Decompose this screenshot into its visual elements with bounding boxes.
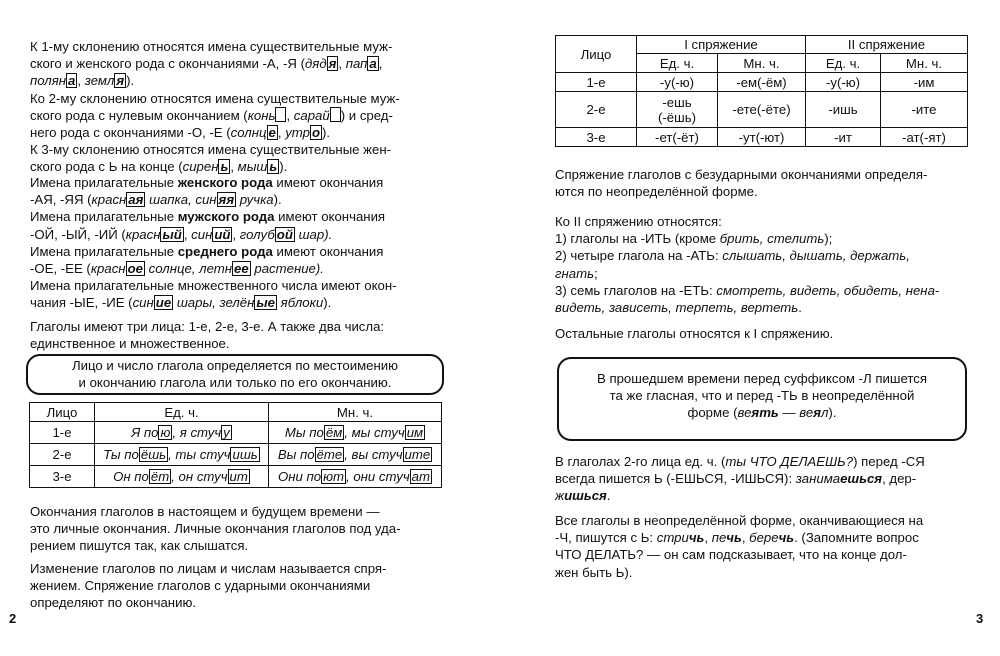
table-row: 2-е -ешь (-ёшь) -ете(-ёте) -ишь -ите (556, 92, 968, 128)
ending-box: ая (128, 192, 144, 208)
table-row: 1-е Я по ю , я стуч у Мы по ём , мы стуч им (30, 422, 442, 444)
ending-box: ее (234, 261, 249, 277)
ending-box: ой (276, 226, 293, 242)
text-line: Глаголы имеют три лица: 1-е, 2-е, 3-е. А также два числа: (30, 319, 385, 334)
text-line: жишься. (555, 488, 611, 504)
text-line: Окончания глаголов в настоящем и будущем времени — (30, 504, 380, 519)
table-header: Лицо (30, 403, 95, 422)
ending-box: ь (269, 159, 278, 175)
text-line: гнать; (555, 265, 598, 281)
text-line: Все глаголы в неопределённой форме, оканчивающиеся на (555, 513, 924, 528)
rule-line: В прошедшем времени перед суффиксом -Л пишется (597, 371, 927, 386)
table-header: Ед. ч. (637, 54, 718, 73)
ending-box: ит (229, 469, 248, 484)
ending-box: у (223, 425, 230, 440)
ending-box: ют (323, 469, 345, 484)
table-row: 3-е -ет(-ёт) -ут(-ют) -ит -ат(-ят) (556, 128, 968, 147)
table-header: Мн. ч. (718, 54, 806, 73)
empty-ending-box (275, 107, 286, 122)
conjugation-endings-table (555, 35, 968, 147)
table-header: Мн. ч. (269, 403, 442, 422)
table-header: Мн. ч. (881, 54, 968, 73)
rest-section (555, 325, 968, 342)
text-line: -АЯ, -ЯЯ (красн ая шапка, син яя ручка). (30, 192, 282, 208)
text-line: ского рода с нулевым окончанием (конь , сарай ) и сред- (30, 107, 393, 123)
table-header: II спряжение (806, 36, 968, 54)
text-line: определяют по окончанию. (30, 595, 197, 611)
text-line: всегда пишется Ь (-ЕШЬСЯ, -ИШЬСЯ): занимаешься, дер- (555, 471, 917, 487)
text-line: Ко II спряжению относятся: (555, 214, 722, 229)
text-line: него рода с окончаниями -О, -Е (солнц е , утр о ). (30, 125, 331, 141)
rule-line: та же гласная, что и перед -ТЬ в неопределённой (609, 388, 915, 403)
ending-box: ишь (232, 447, 258, 462)
text-line: ются по неопределённой форме. (555, 184, 758, 200)
text-line: ЧТО ДЕЛАТЬ? — он сам подсказывает, что на конце дол- (555, 547, 907, 563)
rule-line: и окончанию глагола или только по его окончанию. (78, 375, 392, 390)
table-header: Ед. ч. (806, 54, 881, 73)
text-line: -Ч, пишутся с Ь: стричь, печь, беречь. (Запомните вопрос (555, 530, 919, 546)
empty-ending-box (330, 107, 341, 122)
second-person-section (555, 453, 968, 505)
text-line: К 3-му склонению относятся имена существительные жен- (30, 142, 392, 158)
text-line: это личные окончания. Личные окончания глаголов под уда- (30, 521, 401, 537)
endings-section (30, 503, 442, 555)
text-line: рением пишутся так, как слышатся. (30, 538, 249, 554)
rule-box-past-tense (557, 357, 967, 441)
ending-box: я (328, 56, 337, 72)
text-line: Изменение глаголов по лицам и числам называется спря- (30, 561, 387, 576)
text-line: 1) глаголы на -ИТЬ (кроме брить, стелить); (555, 231, 833, 247)
text-line: видеть, зависеть, терпеть, вертеть. (555, 300, 802, 316)
ending-box: ат (411, 469, 430, 484)
ending-box: а (68, 73, 76, 89)
text-line: жен быть Ь). (555, 564, 633, 580)
table-header: I спряжение (637, 36, 806, 54)
ending-box: ёт (150, 469, 170, 484)
table-row: 1-е -у(-ю) -ем(-ём) -у(-ю) -им (556, 73, 968, 92)
ending-box: ёшь (140, 447, 167, 462)
text-line: Имена прилагательные мужского рода имеют окончания (30, 209, 386, 225)
text-line: ского и женского рода с окончаниями -А, -Я (дяд я , пап а , (30, 56, 383, 72)
infinitive-section (555, 512, 968, 581)
text-line: Ко 2-му склонению относятся имена существительные муж- (30, 90, 400, 106)
table-row: 3-е Он по ёт , он стуч ит Они по ют , они стуч ат (30, 466, 442, 488)
ending-box: е (268, 125, 276, 141)
ending-box: ый (162, 226, 182, 242)
ending-box: а (369, 56, 377, 72)
ending-box: ий (214, 226, 231, 242)
second-conjugation-section (555, 213, 968, 316)
ending-box: ое (127, 261, 143, 277)
text-line: жением. Спряжение глаголов с ударными окончаниями (30, 578, 371, 594)
text-line: К 1-му склонению относятся имена существительные муж- (30, 39, 393, 54)
table-header: Ед. ч. (95, 403, 269, 422)
ending-box: о (311, 125, 321, 141)
text-line: 2) четыре глагола на -АТЬ: слышать, дышать, держать, (555, 248, 910, 264)
text-line: Имена прилагательные среднего рода имеют окончания (30, 243, 384, 259)
text-line: -ОЕ, -ЕЕ (красн ое солнце, летн ее растение). (30, 261, 324, 277)
table-row: 2-е Ты по ёшь , ты стуч ишь Вы по ёте , вы стуч ите (30, 444, 442, 466)
table-header: Лицо (556, 36, 637, 73)
ending-box: я (116, 73, 125, 89)
text-line: ского рода с Ь на конце (сирен ь , мыш ь ). (30, 159, 288, 175)
page-number-right: 3 (976, 611, 984, 626)
text-line: единственное и множественное. (30, 336, 230, 352)
ending-box: ь (220, 159, 229, 175)
ending-box: ые (256, 295, 275, 311)
adjective-section (30, 174, 442, 312)
text-line: Остальные глаголы относятся к I спряжению. (555, 326, 834, 341)
rule-box-person-number (26, 354, 444, 395)
text-line: -ОЙ, -ЫЙ, -ИЙ (красн ый , син ий , голуб ой шар). (30, 226, 333, 242)
person-number-table (29, 402, 442, 488)
declension-section (30, 38, 442, 176)
conjugation-section (30, 560, 442, 612)
text-line: Имена прилагательные множественного числа имеют окон- (30, 278, 397, 294)
ending-box: им (406, 425, 424, 440)
rule-line: форме (веять — веял). (687, 405, 837, 420)
ending-box: яя (218, 192, 235, 208)
text-line: В глаголах 2-го лица ед. ч. (ты ЧТО ДЕЛАЕШЬ?) перед -СЯ (555, 454, 925, 469)
text-line: чания -ЫЕ, -ИЕ (син ие шары, зелён ые яблоки). (30, 295, 332, 311)
text-line: Имена прилагательные женского рода имеют окончания (30, 175, 384, 190)
ending-box: ёте (316, 447, 343, 462)
verbs-section (30, 318, 442, 352)
rule-line: Лицо и число глагола определяется по местоимению (71, 358, 399, 373)
text-line: 3) семь глаголов на -ЕТЬ: смотреть, видеть, обидеть, нена- (555, 282, 940, 298)
ending-box: ите (404, 447, 431, 462)
unstressed-section (555, 166, 968, 200)
text-line: полян а , земл я ). (30, 73, 135, 89)
ending-box: ю (160, 425, 171, 440)
page-number-left: 2 (9, 611, 17, 626)
ending-box: ие (155, 295, 172, 311)
text-line: Спряжение глаголов с безударными окончаниями определя- (555, 167, 928, 182)
ending-box: ём (325, 425, 343, 440)
